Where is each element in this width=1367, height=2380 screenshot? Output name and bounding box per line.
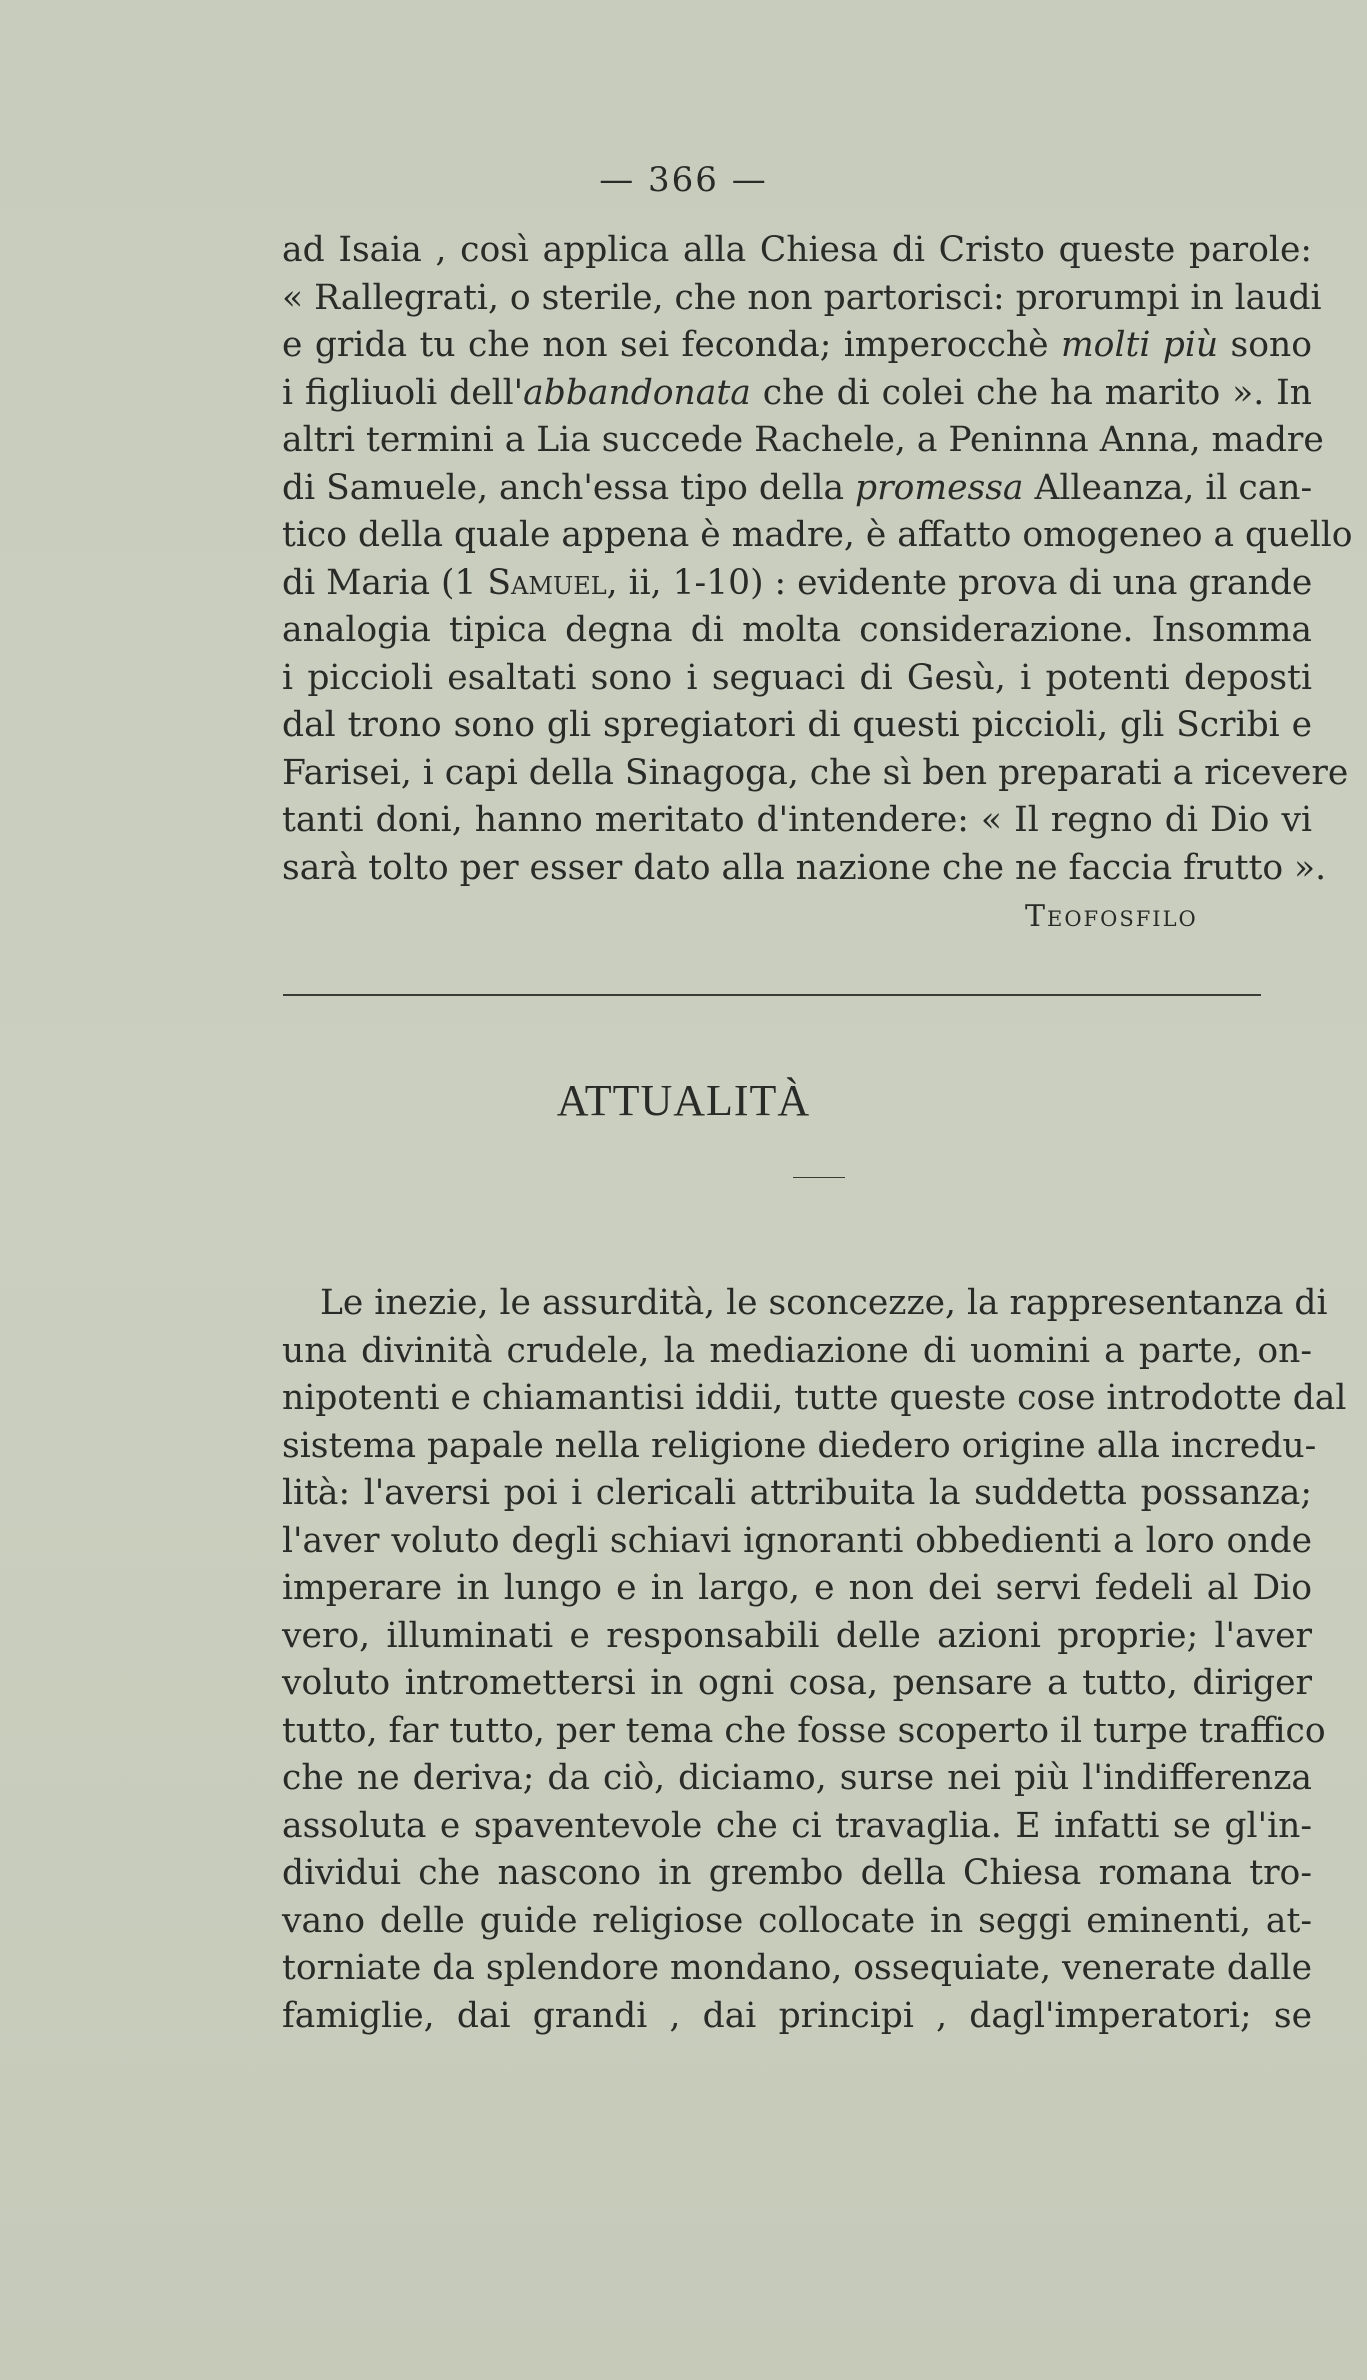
text-line <box>282 275 1322 323</box>
text-line: nipotenti e chiamantisi iddii, tutte queste cose introdotte dal <box>282 1378 1347 1418</box>
text-run: e grida tu che non sei feconda; imperocchè <box>282 325 1061 365</box>
text-line <box>282 370 1312 418</box>
text-line <box>282 607 1312 655</box>
text-line: vero, illuminati e responsabili delle azioni proprie; l'aver <box>282 1615 1312 1656</box>
italic-run: molti più <box>1060 325 1219 365</box>
text-line <box>282 322 1312 370</box>
text-line <box>282 417 1324 465</box>
text-line: sistema papale nella religione diedero origine alla incredu- <box>282 1425 1317 1466</box>
text-line: una divinità crudele, la mediazione di uomini a parte, on- <box>282 1330 1312 1371</box>
text-line: l'aver voluto degli schiavi ignoranti obbedienti a loro onde <box>282 1520 1312 1561</box>
text-line: vano delle guide religiose collocate in seggi eminenti, at- <box>282 1900 1312 1941</box>
text-run: altri termini a Lia succede Rachele, a Peninna Anna, madre <box>282 420 1324 460</box>
page-number: — 366 — <box>599 160 768 200</box>
text-run: « Rallegrati, o sterile, che non partorisci: prorumpi in laudi <box>282 277 1322 318</box>
text-line <box>282 560 1312 608</box>
text-run: i figliuoli dell' <box>282 372 524 413</box>
text-line <box>282 227 1312 275</box>
text-line <box>282 797 1312 845</box>
italic-run: abbandonata <box>523 372 751 413</box>
text-run: tanti doni, hanno meritato d'intendere: « Il regno di Dio vi <box>282 800 1312 840</box>
paragraph-2 <box>282 1280 1347 2040</box>
text-run: dal trono sono gli spregiatori di questi piccioli, gli Scribi e <box>282 705 1312 745</box>
author-signature: Teofosfilo <box>1025 899 1198 934</box>
text-line: famiglie, dai grandi , dai principi , dagl'imperatori; se <box>282 1995 1312 2036</box>
text-line <box>282 512 1353 560</box>
text-run: tico della quale appena è madre, è affatto omogeneo a quello <box>282 515 1353 555</box>
text-run: ad Isaia , così applica alla Chiesa di Cristo queste parole: <box>282 230 1312 270</box>
text-run: che di colei che ha marito ». In <box>750 372 1312 413</box>
text-line <box>282 750 1349 798</box>
text-line <box>282 465 1312 513</box>
title-underline <box>793 1177 845 1178</box>
text-line: torniate da splendore mondano, ossequiate, venerate dalle <box>282 1948 1312 1988</box>
italic-run: promessa <box>855 467 1024 508</box>
text-line: tutto, far tutto, per tema che fosse scoperto il turpe traffico <box>282 1710 1326 1751</box>
text-line: assoluta e spaventevole che ci travaglia. E infatti se gl'in- <box>282 1805 1312 1846</box>
text-line <box>282 702 1312 750</box>
section-title: ATTUALITÀ <box>556 1076 811 1125</box>
text-run: di Maria (1 <box>282 562 488 603</box>
text-run: , ii, 1-10) : evidente prova di una grande <box>606 562 1313 603</box>
text-run: Alleanza, il can- <box>1023 467 1313 508</box>
section-divider <box>283 994 1261 996</box>
text-run: sono <box>1218 325 1313 365</box>
text-line: Le inezie, le assurdità, le sconcezze, la rappresentanza di <box>320 1283 1328 1323</box>
text-line: lità: l'aversi poi i clericali attribuita la suddetta possanza; <box>282 1473 1312 1513</box>
text-line: che ne deriva; da ciò, diciamo, surse nei più l'indifferenza <box>282 1758 1312 1798</box>
text-line <box>282 845 1327 893</box>
text-run: analogia tipica degna di molta considerazione. Insomma <box>282 610 1312 650</box>
text-run: di Samuele, anch'essa tipo della <box>282 467 856 508</box>
small-caps-run: Samuel <box>487 562 607 603</box>
text-line: voluto intromettersi in ogni cosa, pensare a tutto, diriger <box>282 1663 1312 1703</box>
text-run: i piccioli esaltati sono i seguaci di Gesù, i potenti deposti <box>282 657 1312 698</box>
paragraph-1 <box>282 227 1353 892</box>
text-line <box>282 655 1312 703</box>
text-run: Farisei, i capi della Sinagoga, che sì ben preparati a ricevere <box>282 752 1349 793</box>
text-line: imperare in lungo e in largo, e non dei servi fedeli al Dio <box>282 1568 1312 1608</box>
text-run: sarà tolto per esser dato alla nazione che ne faccia frutto ». <box>282 847 1327 888</box>
text-line: dividui che nascono in grembo della Chiesa romana tro- <box>282 1853 1312 1893</box>
